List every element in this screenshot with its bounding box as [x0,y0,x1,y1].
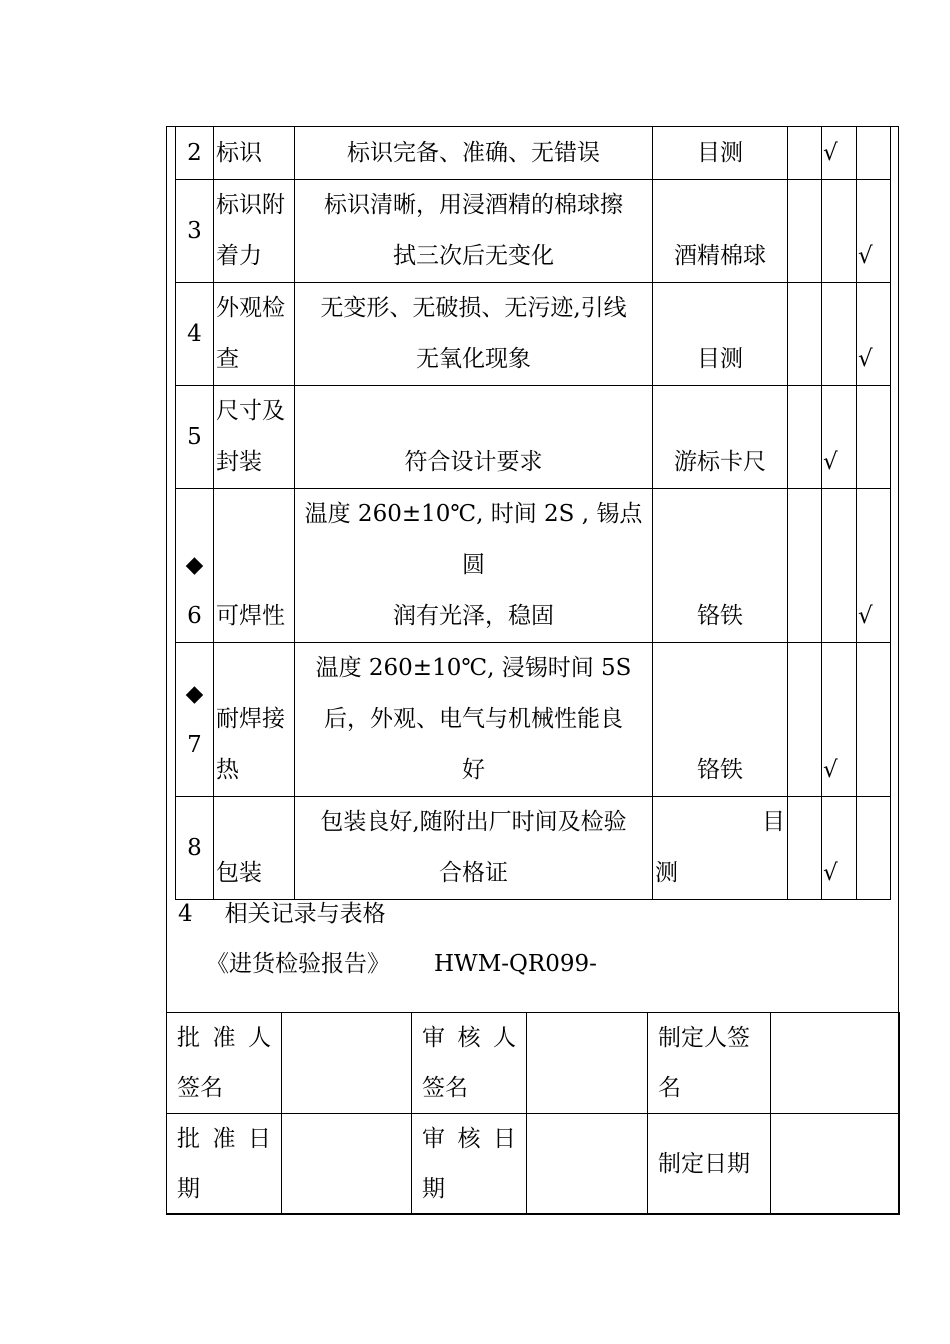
table-row [176,489,891,643]
item-line: 封装 [216,449,262,475]
section-title: 相关记录与表格 [224,901,386,927]
req-line: 后，外观、电气与机械性能良 [324,706,623,732]
requirement: 标识完备、准确、无错误 [295,127,653,180]
req-line: 拭三次后无变化 [393,243,554,269]
mark-cell: √ [857,283,891,386]
record-line [206,944,597,984]
reviewer-signature-field[interactable] [527,1013,648,1114]
inspection-item [214,180,295,283]
requirement [295,797,653,900]
section-heading [178,894,386,934]
approve-date-field[interactable] [282,1114,412,1215]
diamond-icon: ◆ [185,552,204,578]
approver-signature-label [167,1013,282,1114]
approve-date-label [167,1114,282,1215]
mark-cell: √ [822,643,857,797]
label-line: 名 [658,1075,681,1101]
requirement [295,643,653,797]
review-date-label [412,1114,527,1215]
make-date-label: 制定日期 [648,1114,771,1215]
approver-signature-field[interactable] [282,1013,412,1114]
record-name: 《进货检验报告》 [206,951,390,977]
row-number: 8 [176,797,214,900]
mark-cell [822,180,857,283]
maker-signature-label [648,1013,771,1114]
inspection-method: 酒精棉球 [653,180,788,283]
item-line: 标识附 [216,192,285,218]
inspection-item [214,643,295,797]
inspection-table [175,126,891,900]
item-line: 查 [216,346,239,372]
mark-cell: √ [857,489,891,643]
section-number: 4 [178,901,193,927]
review-date-field[interactable] [527,1114,648,1215]
item-line: 着力 [216,243,262,269]
label-line: 签名 [177,1075,223,1101]
mark-cell [788,489,822,643]
inspection-item: 标识 [214,127,295,180]
req-line: 温度 260±10℃, 时间 2S , 锡点圆 [304,501,643,578]
label-line: 审 核 人 [422,1025,516,1051]
req-line: 润有光泽，稳固 [393,603,554,629]
label-line: 制定人签 [658,1025,750,1051]
mark-cell [788,797,822,900]
mark-cell: √ [822,386,857,489]
req-line: 符合设计要求 [404,449,543,475]
mark-cell [857,797,891,900]
inspection-item [214,283,295,386]
mark-cell [788,283,822,386]
inspection-method: 铬铁 [653,489,788,643]
method-line: 目 [762,809,785,835]
record-code: HWM-QR099- [434,951,597,977]
table-row [176,386,891,489]
row-number [176,489,214,643]
table-row [176,180,891,283]
mark-cell [857,127,891,180]
label-line: 期 [422,1176,445,1202]
mark-cell [822,489,857,643]
inspection-method: 游标卡尺 [653,386,788,489]
item-line: 耐焊接 [216,706,285,732]
requirement [295,386,653,489]
item-line: 热 [216,757,239,783]
requirement [295,283,653,386]
table-row [167,1114,900,1215]
req-line: 无氧化现象 [416,346,531,372]
req-line: 合格证 [439,860,508,886]
row-number: 4 [176,283,214,386]
inspection-item: 可焊性 [214,489,295,643]
inspection-method [653,797,788,900]
inspection-method: 铬铁 [653,643,788,797]
inspection-method: 目测 [653,127,788,180]
item-line: 尺寸及 [216,398,285,424]
row-number-value: 6 [187,603,202,629]
inspection-item [214,386,295,489]
mark-cell [788,643,822,797]
mark-cell: √ [822,127,857,180]
diamond-icon: ◆ [185,680,204,707]
row-number: 3 [176,180,214,283]
mark-cell: √ [857,180,891,283]
req-line: 标识清晰，用浸酒精的棉球擦 [324,192,623,218]
row-number: 5 [176,386,214,489]
row-number [176,643,214,797]
req-line: 无变形、无破损、无污迹,引线 [320,295,627,321]
label-line: 期 [177,1176,200,1202]
label-line: 审 核 日 [422,1126,516,1152]
mark-cell: √ [822,797,857,900]
req-line: 好 [462,757,485,783]
mark-cell [788,180,822,283]
inspection-item: 包装 [214,797,295,900]
table-row [176,283,891,386]
signoff-table [166,1012,900,1215]
item-line: 外观检 [216,295,285,321]
mark-cell [857,386,891,489]
table-row [167,1013,900,1114]
requirement [295,489,653,643]
method-line: 测 [655,860,678,886]
requirement [295,180,653,283]
table-row [176,127,891,180]
req-line: 温度 260±10℃, 浸锡时间 5S [315,655,632,681]
mark-cell [788,127,822,180]
table-row [176,643,891,797]
table-row [176,797,891,900]
inspection-method: 目测 [653,283,788,386]
label-line: 签名 [422,1075,468,1101]
mark-cell [857,643,891,797]
row-number-value: 7 [187,731,202,758]
make-date-field[interactable] [771,1114,900,1215]
req-line: 包装良好,随附出厂时间及检验 [320,809,627,835]
reviewer-signature-label [412,1013,527,1114]
label-line: 批 准 人 [177,1025,271,1051]
row-number: 2 [176,127,214,180]
maker-signature-field[interactable] [771,1013,900,1114]
label-line: 批 准 日 [177,1126,271,1152]
mark-cell [822,283,857,386]
mark-cell [788,386,822,489]
